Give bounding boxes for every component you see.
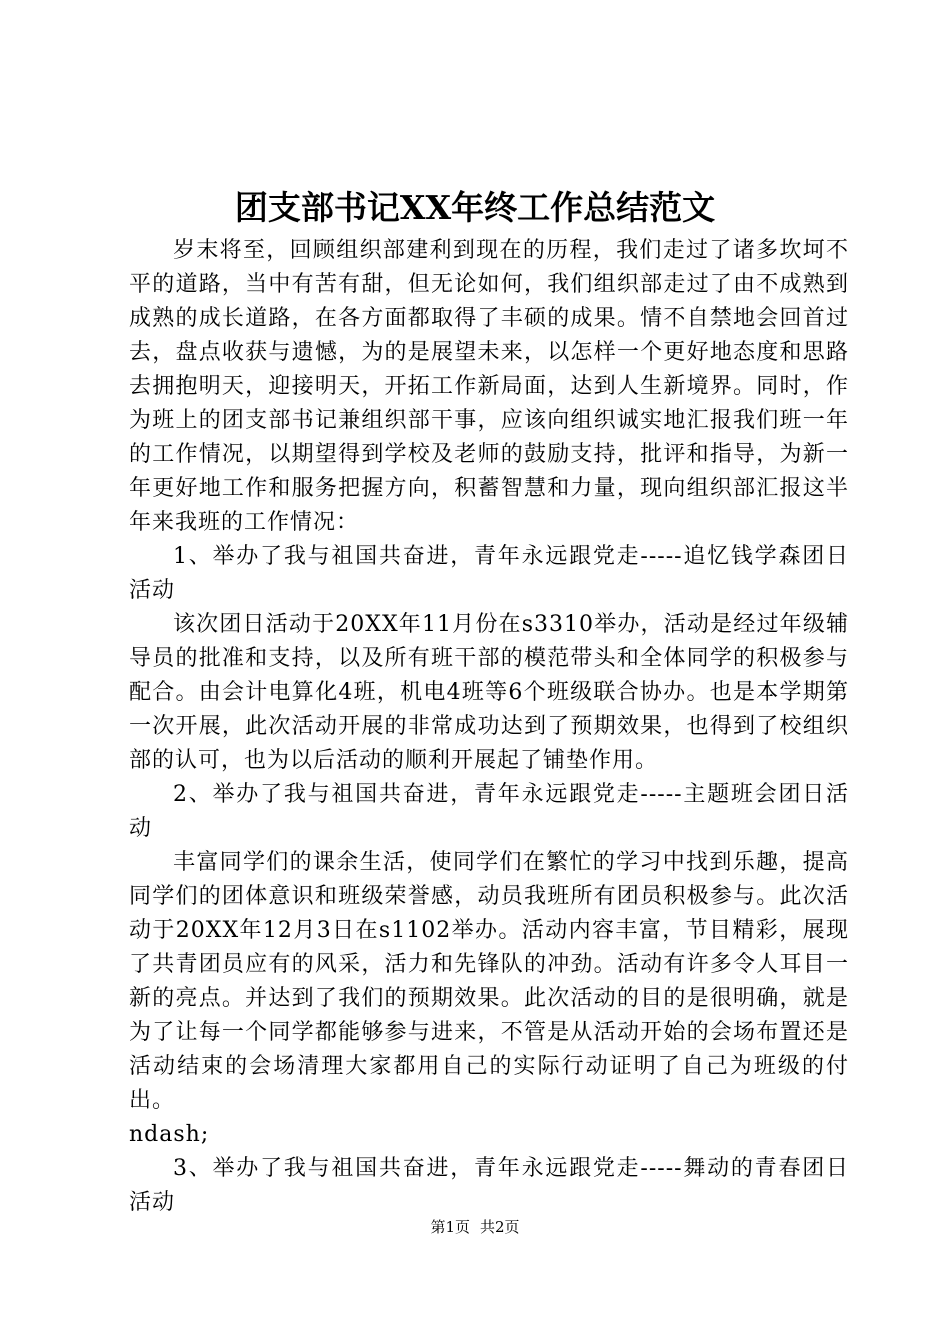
section-paragraph-2: 丰富同学们的课余生活，使同学们在繁忙的学习中找到乐趣，提高同学们的团体意识和班级荣誉感，动员我班所有团员积极参与。此次活动于20XX年12月3日在s1102举办。活动内容丰富，节目精彩，展现了共青团员应有的风采，活力和先锋队的冲劲。活动有许多令人耳目一新的亮点。并达到了我们的预期效果。此次活动的目的是很明确，就是为了让每一个同学都能够参与进来，不管是从活动开始的会场布置还是活动结束的会场清理大家都用自己的实际行动证明了自己为班级的付出。 xyxy=(129,850,849,1113)
page-footer xyxy=(0,1215,950,1239)
stray-text: ndash; xyxy=(129,1122,210,1147)
document-body xyxy=(129,234,849,1220)
section-heading-1: 1、举办了我与祖国共奋进，青年永远跟党走-----追忆钱学森团日活动 xyxy=(129,544,849,603)
section-heading-2: 2、举办了我与祖国共奋进，青年永远跟党走-----主题班会团日活动 xyxy=(129,782,849,841)
section-heading-3: 3、举办了我与祖国共奋进，青年永远跟党走-----舞动的青春团日活动 xyxy=(129,1156,849,1215)
section-paragraph-1: 该次团日活动于20XX年11月份在s3310举办，活动是经过年级辅导员的批准和支持，以及所有班干部的模范带头和全体同学的积极参与配合。由会计电算化4班，机电4班等6个班级联合协办。也是本学期第一次开展，此次活动开展的非常成功达到了预期效果，也得到了校组织部的认可，也为以后活动的顺利开展起了铺垫作用。 xyxy=(129,612,849,773)
intro-paragraph: 岁末将至，回顾组织部建利到现在的历程，我们走过了诸多坎坷不平的道路，当中有苦有甜，但无论如何，我们组织部走过了由不成熟到成熟的成长道路，在各方面都取得了丰硕的成果。情不自禁地会回首过去，盘点收获与遗憾，为的是展望未来，以怎样一个更好地态度和思路去拥抱明天，迎接明天，开拓工作新局面，达到人生新境界。同时，作为班上的团支部书记兼组织部干事，应该向组织诚实地汇报我们班一年的工作情况，以期望得到学校及老师的鼓励支持，批评和指导，为新一年更好地工作和服务把握方向，积蓄智慧和力量，现向组织部汇报这半年来我班的工作情况： xyxy=(129,238,849,535)
page-number: 第1页 xyxy=(430,1218,470,1236)
document-title: 团支部书记XX年终工作总结范文 xyxy=(234,188,716,227)
page-total: 共2页 xyxy=(480,1218,520,1236)
